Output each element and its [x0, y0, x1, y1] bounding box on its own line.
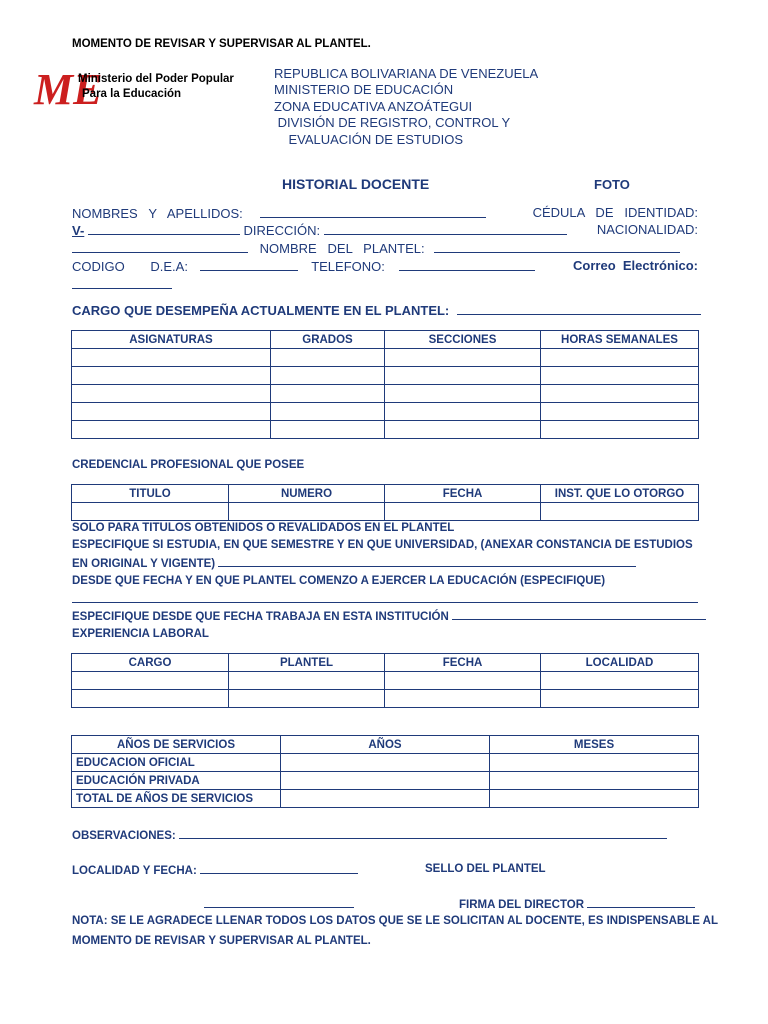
table-cell[interactable]: [385, 349, 541, 367]
col-asignaturas: ASIGNATURAS: [72, 331, 271, 349]
table-cell[interactable]: [281, 790, 490, 808]
correo-label: Correo Electrónico:: [573, 258, 698, 273]
desde-field-line: [72, 590, 698, 607]
signature-blank: [204, 895, 354, 914]
table-cell[interactable]: [229, 672, 385, 690]
form-line-names: [72, 205, 698, 222]
form-line-codigo: [72, 258, 698, 275]
table-cell[interactable]: [541, 385, 699, 403]
table-header-row: [72, 654, 699, 672]
row-label: EDUCACIÓN PRIVADA: [72, 772, 281, 790]
table-cell[interactable]: [72, 349, 271, 367]
correo-field[interactable]: [72, 276, 172, 289]
direccion-field[interactable]: [324, 222, 567, 235]
v-prefix: V-: [72, 223, 85, 238]
note-original: EN ORIGINAL Y VIGENTE): [72, 558, 216, 570]
table-cell[interactable]: [229, 690, 385, 708]
firma-line: [459, 895, 695, 914]
plantel-field[interactable]: [434, 240, 680, 253]
table-row: [72, 367, 699, 385]
firma-label: FIRMA DEL DIRECTOR: [459, 899, 585, 911]
observaciones-line: [72, 826, 667, 845]
header-line: DIVISIÓN DE REGISTRO, CONTROL Y: [274, 115, 511, 131]
row-label: EDUCACION OFICIAL: [72, 754, 281, 772]
table-cell[interactable]: [541, 367, 699, 385]
table-cell[interactable]: [385, 403, 541, 421]
credentials-label: CREDENCIAL PROFESIONAL QUE POSEE: [72, 459, 305, 471]
col-localidad: LOCALIDAD: [541, 654, 699, 672]
table-cell[interactable]: [72, 672, 229, 690]
form-line-cargo: [72, 302, 698, 319]
observaciones-field[interactable]: [179, 826, 667, 839]
table-cell[interactable]: [385, 690, 541, 708]
table-row: [72, 772, 699, 790]
col-secciones: SECCIONES: [385, 331, 541, 349]
ministry-line-2: Para la Educación: [82, 88, 182, 100]
table-cell[interactable]: [281, 754, 490, 772]
note-line-1: NOTA: SE LE AGRADECE LLENAR TODOS LOS DATOS QUE SE LE SOLICITAN AL DOCENTE, ES INDISPENSABLE AL: [72, 915, 718, 927]
localidad-label: LOCALIDAD Y FECHA:: [72, 865, 197, 877]
table-row: [72, 790, 699, 808]
note-especifique-estudios: ESPECIFIQUE SI ESTUDIA, EN QUE SEMESTRE Y EN QUE UNIVERSIDAD, (ANEXAR CONSTANCIA DE ESTUDIOS: [72, 539, 693, 551]
table-cell[interactable]: [271, 403, 385, 421]
telefono-field[interactable]: [399, 258, 535, 271]
cedula-field[interactable]: [88, 222, 240, 235]
col-numero: NUMERO: [229, 485, 385, 503]
table-row: [72, 754, 699, 772]
table-row: [72, 421, 699, 439]
logo-text: ME: [34, 65, 103, 114]
table-cell[interactable]: [72, 385, 271, 403]
table-cell[interactable]: [541, 349, 699, 367]
table-cell[interactable]: [271, 385, 385, 403]
note-institucion-line: [72, 607, 698, 626]
localidad-field[interactable]: [200, 861, 358, 874]
col-grados: GRADOS: [271, 331, 385, 349]
table-row: [72, 672, 699, 690]
table-row: [72, 349, 699, 367]
institution-header: [274, 66, 538, 148]
page-title: HISTORIAL DOCENTE: [282, 176, 430, 192]
header-line: MINISTERIO DE EDUCACIÓN: [274, 82, 454, 98]
dea-label: D.E.A:: [150, 259, 188, 274]
table-cell[interactable]: [385, 421, 541, 439]
credentials-table: [71, 484, 699, 521]
row-label: TOTAL DE AÑOS DE SERVICIOS: [72, 790, 281, 808]
table-cell[interactable]: [271, 349, 385, 367]
codigo-label: CODIGO: [72, 259, 125, 274]
dea-field[interactable]: [200, 258, 298, 271]
table-cell[interactable]: [385, 367, 541, 385]
table-header-row: [72, 736, 699, 754]
experience-table: [71, 653, 699, 708]
observaciones-label: OBSERVACIONES:: [72, 830, 176, 842]
table-cell[interactable]: [72, 403, 271, 421]
direccion-label: DIRECCIÓN:: [243, 223, 321, 238]
table-cell[interactable]: [271, 421, 385, 439]
table-cell[interactable]: [541, 403, 699, 421]
signature-field[interactable]: [204, 895, 354, 908]
table-cell[interactable]: [490, 754, 699, 772]
table-cell[interactable]: [281, 772, 490, 790]
cedula-label: CÉDULA DE IDENTIDAD:: [532, 205, 698, 220]
table-header-row: [72, 331, 699, 349]
table-cell[interactable]: [490, 772, 699, 790]
ministry-name: [78, 72, 234, 102]
note-line-2: MOMENTO DE REVISAR Y SUPERVISAR AL PLANTEL.: [72, 935, 371, 947]
table-row: [72, 403, 699, 421]
firma-field[interactable]: [587, 895, 695, 908]
table-row: [72, 385, 699, 403]
photo-label: FOTO: [594, 177, 630, 192]
subjects-table: [71, 330, 699, 439]
table-cell[interactable]: [72, 503, 229, 521]
nacionalidad-label: NACIONALIDAD:: [596, 222, 698, 237]
cargo-label: CARGO QUE DESEMPEÑA ACTUALMENTE EN EL PLANTEL:: [72, 303, 450, 318]
header-line: ZONA EDUCATIVA ANZOÁTEGUI: [274, 98, 473, 114]
table-cell[interactable]: [72, 367, 271, 385]
localidad-line: [72, 861, 358, 880]
col-anos: AÑOS: [281, 736, 490, 754]
institucion-field[interactable]: [452, 607, 706, 620]
table-cell[interactable]: [490, 790, 699, 808]
note-desde: DESDE QUE FECHA Y EN QUE PLANTEL COMENZO A EJERCER LA EDUCACIÓN (ESPECIFIQUE): [72, 575, 606, 587]
desde-field[interactable]: [72, 590, 698, 603]
col-plantel: PLANTEL: [229, 654, 385, 672]
names-field[interactable]: [260, 205, 486, 218]
note-especifique-institucion: ESPECIFIQUE DESDE QUE FECHA TRABAJA EN ESTA INSTITUCIÓN: [72, 611, 449, 623]
table-cell[interactable]: [72, 690, 229, 708]
note-experiencia: EXPERIENCIA LABORAL: [72, 628, 209, 640]
col-fecha: FECHA: [385, 654, 541, 672]
table-cell[interactable]: [385, 385, 541, 403]
table-cell[interactable]: [271, 367, 385, 385]
note-original-line: [72, 554, 698, 573]
sello-label: SELLO DEL PLANTEL: [425, 863, 546, 875]
table-cell[interactable]: [229, 503, 385, 521]
form-line-correo: [72, 276, 698, 293]
form-line-address: [72, 222, 698, 239]
col-institucion: INST. QUE LO OTORGO: [541, 485, 699, 503]
col-horas: HORAS SEMANALES: [541, 331, 699, 349]
table-cell[interactable]: [541, 421, 699, 439]
names-label: NOMBRES Y APELLIDOS:: [72, 206, 243, 221]
footer-note: [72, 913, 718, 950]
col-anos-servicios: AÑOS DE SERVICIOS: [72, 736, 281, 754]
form-line-plantel: [72, 240, 698, 257]
ministry-logo: [34, 58, 103, 114]
top-note: MOMENTO DE REVISAR Y SUPERVISAR AL PLANTEL.: [72, 38, 371, 50]
table-cell[interactable]: [72, 421, 271, 439]
col-fecha: FECHA: [385, 485, 541, 503]
estudios-field[interactable]: [218, 554, 636, 567]
header-line: EVALUACIÓN DE ESTUDIOS: [274, 131, 464, 147]
table-cell[interactable]: [385, 503, 541, 521]
table-cell[interactable]: [541, 503, 699, 521]
nacionalidad-field[interactable]: [72, 240, 248, 253]
table-cell[interactable]: [541, 690, 699, 708]
telefono-label: TELEFONO:: [311, 259, 385, 274]
notes-block: [72, 520, 698, 643]
table-row: [72, 503, 699, 521]
header-line: REPUBLICA BOLIVARIANA DE VENEZUELA: [274, 66, 539, 81]
col-titulo: TITULO: [72, 485, 229, 503]
table-header-row: [72, 485, 699, 503]
table-row: [72, 690, 699, 708]
ministry-line-1: Ministerio del Poder Popular: [78, 73, 234, 85]
col-meses: MESES: [490, 736, 699, 754]
table-cell[interactable]: [541, 672, 699, 690]
plantel-label: NOMBRE DEL PLANTEL:: [259, 241, 425, 256]
note-solo: SOLO PARA TITULOS OBTENIDOS O REVALIDADOS EN EL PLANTEL: [72, 522, 455, 534]
service-table: [71, 735, 699, 808]
cargo-field[interactable]: [457, 302, 701, 315]
col-cargo: CARGO: [72, 654, 229, 672]
table-cell[interactable]: [385, 672, 541, 690]
